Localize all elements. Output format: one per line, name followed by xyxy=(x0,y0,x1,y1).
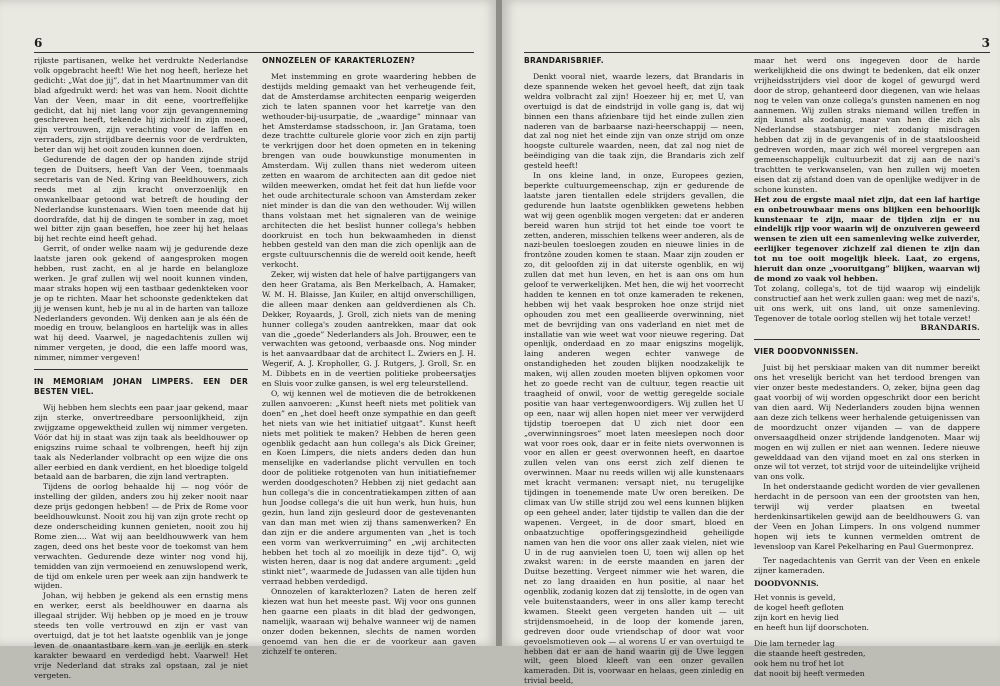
article-text: In ons kleine land, in onze, Europees gezien, beperkte cultuurgemeenschap, zijn er gedurende de laatste jaren tientallen edele strijders gevallen, die gedurende hun laatste ogenblikken gewetens hebben wat wij geen ogenblik mogen vergeten: dat er anderen bereid waren hun strijd tot het einde toe voort te zetten, anderen, misschien telkens weer anderen, als de nazi-beulen toesloegen zouden en nieuwe linies in de frontzône zouden komen te staan. Maar zijn zouden er zo, dit geloofden zij in dat uiterste ogenblik, en wij zullen dat met hun leven, en het is aan ons om hun geloof te verwerkelijken. Met hen, die wij het voorrecht hadden te kennen en tot onze kameraden te rekenen, hebben wij het vaak besproken hoe onze strijd niet ophouden zou met een geallieerde overwinning, niet met de bevrijding van ons vaderland en niet met de installatie van wie weet wat voor nieuwe regering. Dat openlijk, onderdaad en zo maar enigszins mogelijk, laing anderen wegen echter vanwege de onstandigheden het zouden blijken noodzakelijk te maken, wij allen zouden moeten blijven opkomen voor het zo goede recht van de cultuur, tegen reactie uit traagheid of onwil, voor de wettig geregelde sociale positie van haar vertegenwoordigers. Wij zullen het U op een, naar wij allen hopen niet meer ver verwijderd tijdstip toeroepen dat U zich niet door een „overwinningsroes” moet laten meeslepen noch door wat voor roes ook, daar er in feite niets overwonnen is voor en allen er geest overwonnen heeft, en daartoe zullen velen van ons eerst zich zelf dienen te overwinnen. Maar nu reeds willen wij alle kunstenaars met kracht vermanen: versapt niet, nu terugelijke tijdingen in toenemende mate Uw oren bereiken. De climax van Uw stille strijd zou wel eens kunnen blijken op een geheel ander, later tijdstip te vallen dan die der wapenen. Vergeet, in de door smart, bloed en onbaatzuchtige opofferingsgezindheid geheiligde namen van hen die voor ons aller zaak vielen, niet wie U in de rug aanvielen toen U, toen wij allen op het zwakst waren: in de eerste maanden en jaren der Duitse bezetting. Vergeet nimmer wie het waren, die net zo lang draaiden en hun positie, al naar het ogenblik, zodanig kozen dat zij tenslotte, in de ogen van vele buitenstaanders, weer in ons aller kamp terecht kwamen. Steekt geen vergeten handen uit — uit strijdensmoeheid, in de loop der komende jaren, gedreven door oude vriendschap of door wat voor gevoelsmotieven ook — al worens U er van overtuigd te hebben dat er aan de hand waarin gij de Uwe leggen wilt, geen bloed kleeft van een onzer gevallen kameraden. Dit is, voorwaar en helaas, geen zinledig en trivial beeld, xyxy=(524,171,744,686)
section-heading: IN MEMORIAM JOHAN LIMPERS. EEN DER BESTEN VIEL. xyxy=(34,377,248,397)
article-text: Tot zolang, collega's, tot de tijd waarop wij eindelijk constructief aan het werk zullen gaan: weg met de nazi's, uit ons werk, uit ons land, uit onze samenleving. Tegenover de totale oorlog stellen wij het totale verzet! xyxy=(754,283,980,323)
section-heading: BRANDARISBRIEF. xyxy=(524,56,604,65)
article-text: maar het werd ons ingegeven door de harde werkelijkheid die ons dwingt te bedenken, dat elk onzer vrijheidsstrijders viel door de kogel of gewurgd werd door de strop, gehanteerd door diegenen, van wie helaas nog te velen van onze collega's gunsten namenen en nog aannemen. Wij zullen straks niemand willen treffen in zijn kunst als zodanig, maar van hen die zich als Nederlandse staatsburger niet zodanig misdragen hebben dat zij in de gevangenis of in de staatsloosheid gedreven worden, maar zich wél moreel vergrepen aan gemeenschappelijk cultuurbezit dat zij aan de nazi's trachtten te verkwanselen, van hen zullen wij moeten eisen dat zij afstand doen van de openlijke wedijver in de schone kunsten. xyxy=(754,56,980,194)
article-text: O, wij kennen wel de motieven die de betrokkenen zullen aanvoeren: „Kunst heeft niets met politiek van doen” en „het doel heeft onze sympathie en dan geeft het niets van wie het initiatief uitgaat”. Kunst heeft niets met politiek te maken? Hebben de heren geen ogenblik gedacht aan hun collega's als Dick Greiner, en Koen Limpers, die niets anders deden dan hun menselijke en vaderlandse plicht vervullen en toch door de politieke rotgenoten van hun initiatiefnemer werden doodgeschoten? Hebben zij niet gedacht aan hun collega's die in concentratiekampen zitten of aan hun Joodse collega's die uit hun werk, hun huis, hun gezin, hun land zijn gesleurd door de gestevenanten van dan man met wien zij thans samenwerken? En dan zijn er die andere argumenten van „het is toch een vorm van werkverruiming” en „wij architecten hebben het toch al zo moeilijk in deze tijd”. O, wij wisten heren, daar is nog dat andere argument: „geld stinkt niet”, waarmede de Judassen van alle tijden hun verraad hebben verdedigd. xyxy=(262,389,476,587)
left-page xyxy=(0,0,498,680)
article-text: Wij hebben hem slechts een paar jaar gekend, maar zijn sterke, onvertreedbare persoonlijkheid, zijn zwijgzame opgewektheid zullen wij nimmer vergeten. Vóór dat hij in staat was zijn taak als beeldhouwer op enigszins ruime schaal te volbrengen, heeft hij zijn taak als Nederlander volbracht op een wijze die ons aller eerbied en dank verdient, en het bloedige tolgeld betaald aan de barbaren, die zijn land vertrapten. xyxy=(34,403,248,482)
poem-line: de kogel heeft gefloten xyxy=(754,603,844,613)
section-divider xyxy=(754,339,980,340)
article-text: Onnozelen of karakterlozen? Laten de heren zelf kiezen wat hun het meeste past. Wij voor ons gunnen hen gaarne een plaats in dit blad der gedwongen, namelijk, waaraan wij behalve wanneer wij de namen onzer doden bekennen, slechts de namen worden genoemd van hen die er de voorkeur aan gaven zichzelf te onteren. xyxy=(262,587,476,656)
left-column-1 xyxy=(34,56,248,680)
signature: BRANDARIS. xyxy=(920,323,980,333)
poem-line: Het vonnis is geveld, xyxy=(754,593,836,603)
article-text: In het onderstaande gedicht worden de vier gevallenen herdacht in de persoon van een der grootsten van hen, terwijl wij verder plaatsen en tweetal herdenkinsartikelen gewijd aan de beeldhouwers G. van der Veen en Johan Limpers. In ons volgend nummer hopen wij iets te kunnen vermelden omtrent de levensloop van Karel Pekelharing en Paul Guermonprez. xyxy=(754,482,980,551)
article-text: Gerrit, of onder welke naam wij je gedurende deze laatste jaren ook gekend of aangesproken mogen hebben, rust zacht, en al je harde en belangloze werken. Je graf zullen wij wel nooit kunnen vinden, maar straks hopen wij een tastbaar gedenkteken voor je op te richten. Maar het schoonste gedenkteken dat jij je wensen kunt, heb je nu al in de harten van talloze Nederlanders gevonden. Wij denken aan je als één de moedig en trouw, belangloos en hartelijk was in alles wat hij deed. Vaarwel, je nagedachtenis zullen wij nimmer vergeten, je dood, die een laffe moord was, nimmer, nimmer vergeven! xyxy=(34,244,248,363)
article-text: Juist bij het perskiaar maken van dit nummer bereikt ons het vreselijk bericht van het terdood brengen van vier onzer beste medestanders. O, zeker, bijna geen dag gaat voorbij of wij worden opgeschrikt door een bericht van dien aard. Wij Nederlanders zouden bijna wennen aan deze zich telkens weer herhalende getuigenissen van de moordzucht onzer vijanden — van de dappere onversaagdheid onzer strijdende landgenoten. Maar wij mogen en wij zullen er niet aan wennen. Iedere nieuwe gewelddaad van den vijand moet en zal ons sterken in onze wil tot verzet, tot strijd voor de uiteindelijke vrijheid van ons volk. xyxy=(754,363,980,482)
left-column-2 xyxy=(262,56,476,656)
right-column-2 xyxy=(754,56,980,685)
section-heading: VIER DOODVONNISSEN. xyxy=(754,347,859,357)
poem-line: en heeft hun lijf doorschoten. xyxy=(754,623,869,633)
dedication: Ter nagedachtenis van Gerrit van der Veen en enkele zijner kameraden. xyxy=(754,555,980,575)
header-rule xyxy=(34,52,474,53)
page-number: 3 xyxy=(981,36,990,50)
header-rule xyxy=(524,52,990,53)
right-column-1 xyxy=(524,56,744,686)
article-text: Zeker, wij wisten dat hele of halve partijgangers van den heer Gratama, als Ben Merkelbach, A. Hamaker, W. M. H. Blaisse, Jan Kuiler, en altijd onverschilligen, die alleen maar denken aan geldverdienen als Ch. Dekker, Royaards, J. Groll, zich niets van de mening hunner collega's zouden aantrekken, maar dat ook van die „goede” Nederlanders als Joh. Brouwer, een te verwachten was getoond, verbaasde ons. Nog minder is het aanvaardbaar dat de architect L. Zwiers en J. H. Wegerif, A. J. Kropholler, G. J. Rutgers, J. Groll, Sr. en M. Dibbets en in de veertien politieke probeersatjes en Sluis voor zulke gansen, is wel erg teleurstellend. xyxy=(262,270,476,389)
article-text: Met instemming en grote waardering hebben de destijds melding gemaakt van het verheugende feit, dat de Amsterdamse architecten eenparig weigerden zich te laten spannen voor het karretje van den wethouder-bij-usurpatie, de „waardige” minnaar van het Amsterdamse stadsschoon, ir. Jan Gratama, toen deze trachtte culturele glorie voor zich en zijn partij te verkrijgen door het doen opmeten en in tekening brengen van oude bouwkunstige monumenten in Amsterdam. Wij zullen thans niet wederom uiteen zetten en waarom de architecten aan dit gedoe niet wilden meewerken, omdat het feit dat hun liefde voor het oude architecturale schoon van Amsterdam zeker niet minder is dan die van den wethouder. Wij willen thans volstaan met het signaleren van de weinige architecten die het beslist hunner collega's hebben doorkruist en toch hun bekwaamheden in dienst hebben gesteld van den man die zich openlijk aan de ergste cultuurschennis die de wereld ooit kende, heeft verkocht. xyxy=(262,72,476,270)
poem-stanza xyxy=(754,593,980,633)
section-divider xyxy=(34,369,248,370)
poem-line: Die lam terneder lag xyxy=(754,638,835,648)
article-text: Tijdens de oorlog behaalde hij — nog vóór de instelling der gilden, anders zou hij zeker nooit naar deze prijs gedongen hebben! — de Prix de Rome voor beeldhouwkunst. Nooit zou hij van zijn grote recht op deze onderscheiding kunnen genieten, nooit zou hij Rome zien.... Wat wij aan beeldhouwwerk van hem zagen, deed ons het beste voor de toekomst van hem verwachten. Gedurende deze winter nog vond hij, temidden van zijn vermoeiend en zenuwslopend werk, de tijd om enkele uren per week aan zijn handwerk te wijden. xyxy=(34,482,248,591)
section-heading: ONNOZELEN OF KARAKTERLOZEN? xyxy=(262,56,416,65)
right-page xyxy=(502,0,1000,686)
poem xyxy=(754,579,980,678)
poem-line: zijn kort en hevig lied xyxy=(754,613,839,623)
article-text: Denkt vooral niet, waarde lezers, dat Brandaris in deze spannende weken het gevoel heeft, dat zijn taak weldra volbracht zal zijn! Hoezeer hij er, met U, van overtuigd is dat de eindstrijd in volle gang is, dat wij binnen een thans afzienbare tijd het einde zullen zien naderen van de barbaarse nazi-heerschappij — neen, dat zal nog niet het einde zijn van onze strijd om onze hoogste culturele waarden, neen, dat zal nog niet de beëindiging van die taak zijn, die Brandaris zich zelf gesteld heeft! xyxy=(524,72,744,171)
article-text: rijkste partisanen, welke het verdrukte Nederlandse volk opgebracht heeft! Wie het nog heeft, herleze het gedicht: „Wat doe jij”, dat in het Maartnummer van dit blad afgedrukt werd: het was van hem. Nooit dichtte Van der Veen, maar in dit eene, voortreffelijke gedicht, dat hij niet lang voor zijn gevangenneming geschreven heeft, tekende hij zichzelf in zijn moed, zijn vertrouwen, zijn verachting voor de laffen en verraders, zijn strijdbare deernis voor de verdrukten, beter dan wij het ooit zouden kunnen doen. xyxy=(34,56,248,155)
article-text: Johan, wij hebben je gekend als een ernstig mens en werker, eerst als beeldhouwer en daarna als illegaal strijder. Wij hebben op je moed en je trouw steeds ten volle vertrouwd en zijn er vast van overtuigd, dat je tot het laatste ogenblik van je jonge leven de onaantastbare kern van je eerlijk en sterk karakter bewaard en verdedigd hebt. Vaarwel! Het vrije Nederland dat straks zal opstaan, zal je niet vergeten. xyxy=(34,591,248,680)
article-text: Gedurende de dagen der op handen zijnde strijd tegen de Duitsers, heeft Van der Veen, toenmaals secretaris van de Ned. Kring van Beeldhouwers, zich reeds met al zijn kracht onverzoenlijk en onwankelbaar getoond wat betreft de houding der Nederlandse kunstenaars. Wien toen meende dat hij doordrafde, dat hij de dingen te somber in zag, moet wel bitter zijn gaan beseffen, hoe zeer hij het helaas bij het rechte eind heeft gehad. xyxy=(34,155,248,244)
poem-line: die staande heeft gestreden, xyxy=(754,648,866,658)
poem-stanza xyxy=(754,639,980,679)
page-number: 6 xyxy=(34,36,43,50)
poem-title: DOODVONNIS. xyxy=(754,579,819,589)
emphasized-text: Het zou de ergste maal niet zijn, dat een laf hartige en onbetrouwbaar mens ons blijken een behoorlijk kunstenaar te zijn, maar de tijden zijn er nu eindelijk rijp voor waarin wij de onzuiveren geweerd wensen te zien uit een samenleving welke zuiverder, eerlijker tegenover zichzelf zal dienen te zijn dan tot nu toe ooit mogelijk bleek. Laat, zo ergens, hieruit dan onze „vooruitgang” blijken, waarvan wij de mond zo vaak vol hebben. xyxy=(754,194,980,283)
poem-line: dat nooit bij heeft vermeden xyxy=(754,668,865,678)
poem-line: ook hem nu trof het lot xyxy=(754,658,844,668)
